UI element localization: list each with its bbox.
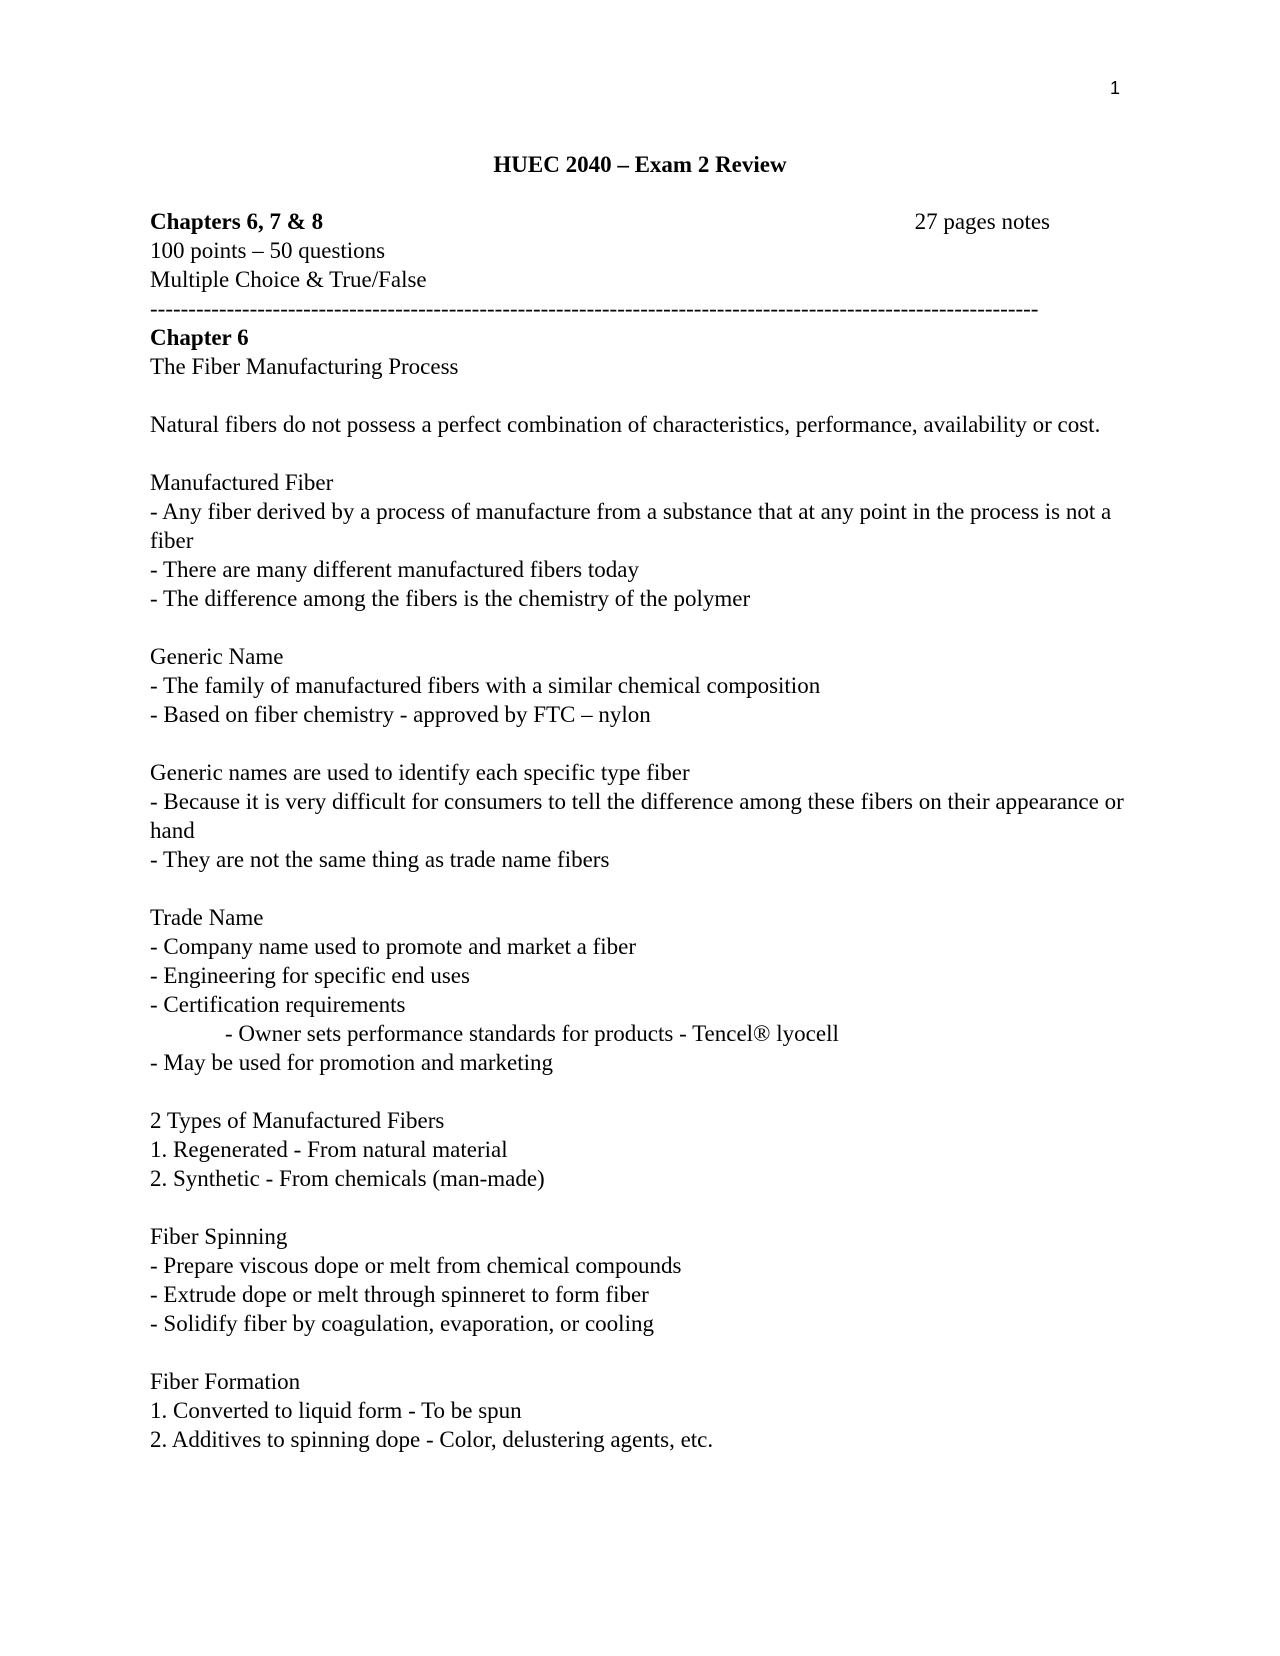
notes-label: 27 pages notes bbox=[914, 209, 1050, 234]
list-item: - Because it is very difficult for consumers to tell the difference among these fibers on their appearance or hand bbox=[150, 789, 1124, 843]
section-heading: Trade Name bbox=[150, 905, 264, 930]
section-heading: 2 Types of Manufactured Fibers bbox=[150, 1108, 445, 1133]
divider-rule: -------------------------------------------------------------------------------------------------------------------- bbox=[150, 296, 1039, 321]
chapters-label: Chapters 6, 7 & 8 bbox=[150, 209, 324, 234]
section bbox=[150, 468, 1130, 613]
section bbox=[150, 1106, 1130, 1193]
document-title: HUEC 2040 – Exam 2 Review bbox=[493, 152, 787, 177]
list-item: - Prepare viscous dope or melt from chemical compounds bbox=[150, 1253, 682, 1278]
list-item: - Based on fiber chemistry - approved by FTC – nylon bbox=[150, 702, 651, 727]
section-heading: Fiber Spinning bbox=[150, 1224, 288, 1249]
list-item: 2. Synthetic - From chemicals (man-made) bbox=[150, 1166, 545, 1191]
page-number: 1 bbox=[1110, 78, 1121, 98]
chapter-heading: Chapter 6 bbox=[150, 325, 249, 350]
list-item: 1. Converted to liquid form - To be spun bbox=[150, 1398, 522, 1423]
exam-info-row bbox=[150, 207, 1130, 236]
list-item: - The difference among the fibers is the chemistry of the polymer bbox=[150, 586, 751, 611]
section-heading: Generic Name bbox=[150, 644, 284, 669]
list-item: - Company name used to promote and market a fiber bbox=[150, 934, 637, 959]
list-item: - Engineering for specific end uses bbox=[150, 963, 470, 988]
list-item: - Owner sets performance standards for products - Tencel® lyocell bbox=[225, 1021, 839, 1046]
format-label: Multiple Choice & True/False bbox=[150, 267, 427, 292]
sections-container bbox=[150, 439, 1130, 1454]
list-item: - Solidify fiber by coagulation, evaporation, or cooling bbox=[150, 1311, 654, 1336]
list-item: - They are not the same thing as trade name fibers bbox=[150, 847, 610, 872]
list-item: - The family of manufactured fibers with a similar chemical composition bbox=[150, 673, 821, 698]
section bbox=[150, 758, 1130, 874]
section bbox=[150, 903, 1130, 1077]
list-item: - There are many different manufactured fibers today bbox=[150, 557, 639, 582]
list-item: - Any fiber derived by a process of manufacture from a substance that at any point in the process is not a fiber bbox=[150, 499, 1112, 553]
section-heading: Fiber Formation bbox=[150, 1369, 301, 1394]
section bbox=[150, 1222, 1130, 1338]
intro-paragraph: Natural fibers do not possess a perfect combination of characteristics, performance, availability or cost. bbox=[150, 412, 1101, 437]
list-item: 2. Additives to spinning dope - Color, delustering agents, etc. bbox=[150, 1427, 714, 1452]
list-item: - Extrude dope or melt through spinneret to form fiber bbox=[150, 1282, 649, 1307]
section-heading: Manufactured Fiber bbox=[150, 470, 334, 495]
section bbox=[150, 1367, 1130, 1454]
list-item: - Certification requirements bbox=[150, 992, 406, 1017]
list-item: - May be used for promotion and marketing bbox=[150, 1050, 554, 1075]
section bbox=[150, 642, 1130, 729]
list-item: 1. Regenerated - From natural material bbox=[150, 1137, 508, 1162]
chapter-subtitle: The Fiber Manufacturing Process bbox=[150, 354, 459, 379]
points-label: 100 points – 50 questions bbox=[150, 238, 386, 263]
document-body bbox=[150, 150, 1130, 1454]
section-heading: Generic names are used to identify each specific type fiber bbox=[150, 760, 690, 785]
